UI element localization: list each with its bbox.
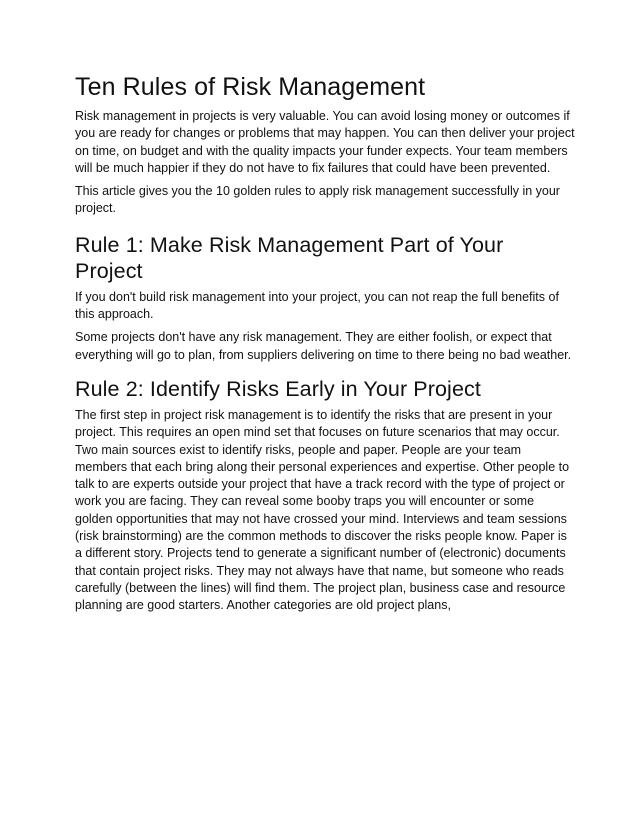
- intro-paragraph-1: Risk management in projects is very valuable. You can avoid losing money or outcomes if you are ready for changes or problems that may happen. You can then deliver your project on time, on budget and with the quality impacts your funder expects. Your team members will be much happier if they do not have to fix failures that could have been prevented.: [75, 109, 575, 175]
- section-rule-2: [75, 376, 575, 615]
- section-paragraph: Some projects don't have any risk management. They are either foolish, or expect that everything will go to plan, from suppliers delivering on time to there being no bad weather.: [75, 330, 572, 362]
- document-title: Ten Rules of Risk Management: [75, 73, 426, 101]
- section-rule-1: [75, 232, 575, 364]
- intro-paragraph-2: This article gives you the 10 golden rules to apply risk management successfully in your project.: [75, 184, 560, 216]
- section-heading-rule-1: Rule 1: Make Risk Management Part of Your Project: [75, 232, 504, 283]
- section-heading-rule-2: Rule 2: Identify Risks Early in Your Project: [75, 376, 481, 401]
- document-page: [75, 72, 575, 621]
- section-paragraph: The first step in project risk management is to identify the risks that are present in your project. This requires an open mind set that focuses on future scenarios that may occur. Two main sources exist to identify risks, people and paper. People are your team members that each bring along their personal experiences and expertise. Other people to talk to are experts outside your project that have a track record with the type of project or work you are facing. They can reveal some booby traps you will encounter or some golden opportunities that may not have crossed your mind. Interviews and team sessions (risk brainstorming) are the common methods to discover the risks people know. Paper is a different story. Projects tend to generate a significant number of (electronic) documents that contain project risks. They may not always have that name, but someone who reads carefully (between the lines) will find them. The project plan, business case and resource planning are good starters. Another categories are old project plans,: [75, 407, 570, 613]
- section-paragraph: If you don't build risk management into your project, you can not reap the full benefits of this approach.: [75, 289, 559, 322]
